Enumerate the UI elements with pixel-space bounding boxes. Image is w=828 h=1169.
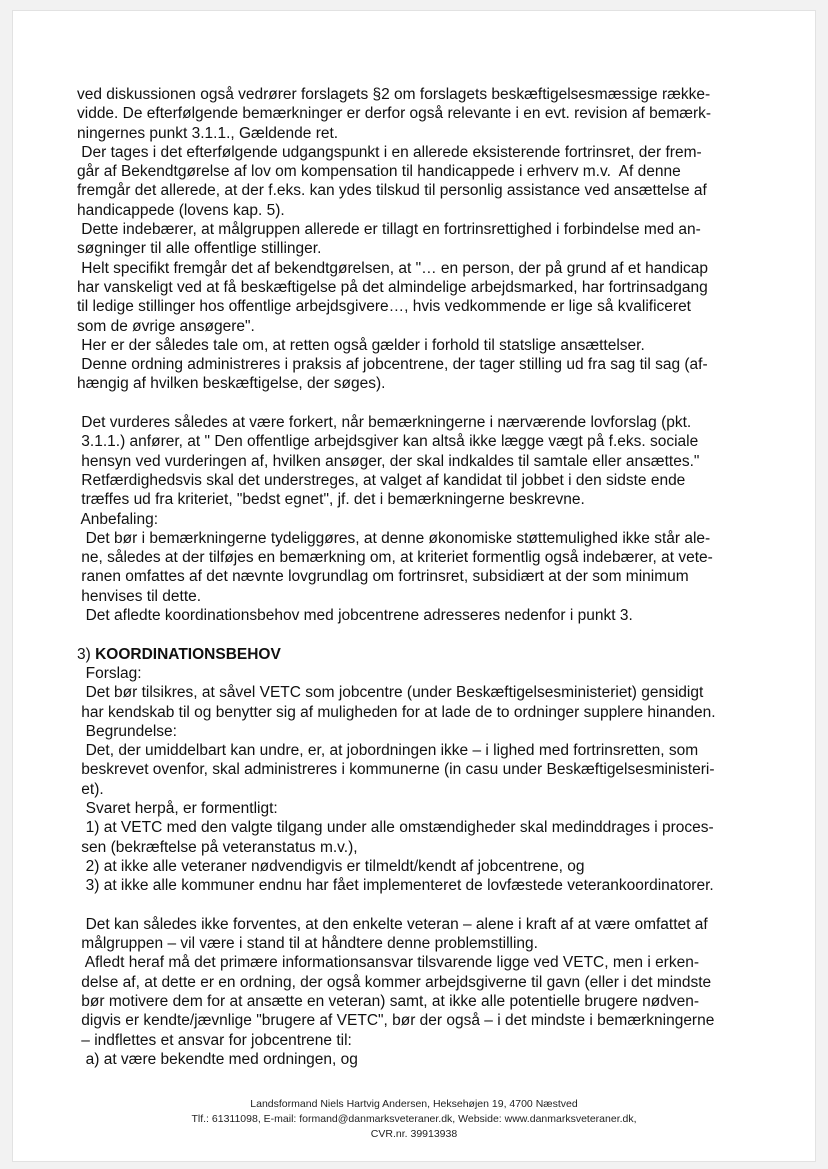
document-page <box>12 10 816 1162</box>
footer-contact: Tlf.: 61311098, E-mail: formand@danmarksveteraner.dk, Webside: www.danmarksveteraner.dk, <box>191 1113 637 1125</box>
text-line: Anbefaling: <box>77 510 159 528</box>
paragraph-2 <box>77 413 767 625</box>
text-line: Det, der umiddelbart kan undre, er, at jobordningen ikke – i lighed med fortrinsretten, som <box>77 742 699 760</box>
text-line: Svaret herpå, er formentligt: <box>77 799 278 817</box>
text-line: beskrevet ovenfor, skal administreres i kommunerne (in casu under Beskæftigelsesministeri- <box>77 761 715 779</box>
text-line: søgninger til alle offentlige stillinger. <box>77 240 322 258</box>
footer-cvr: CVR.nr. 39913938 <box>370 1128 458 1140</box>
text-line: ved diskussionen også vedrører forslagets §2 om forslagets beskæftigelsesmæssige række- <box>77 86 711 103</box>
paragraph-gap <box>77 895 767 914</box>
text-line: Afledt heraf må det primære informationsansvar tilsvarende ligge ved VETC, men i erken- <box>77 954 699 972</box>
section-title: KOORDINATIONSBEHOV <box>95 645 281 663</box>
letterhead-footer <box>13 1097 815 1142</box>
section-number: 3) <box>77 645 96 663</box>
text-line: målgruppen – vil være i stand til at håndtere denne problemstilling. <box>77 935 538 953</box>
text-line: træffes ud fra kriteriet, "bedst egnet", jf. det i bemærkningerne beskrevne. <box>77 491 585 509</box>
text-line: ningernes punkt 3.1.1., Gældende ret. <box>77 124 339 142</box>
section-3-body <box>77 664 767 896</box>
text-line: Helt specifikt fremgår det af bekendtgørelsen, at "… en person, der på grund af et handicap <box>77 259 709 277</box>
text-line: ranen omfattes af det nævnte lovgrundlag om fortrinsret, subsidiært at der som minimum <box>77 568 689 586</box>
text-line: 3.1.1.) anfører, at " Den offentlige arbejdsgiver kan altså ikke lægge vægt på f.eks. sociale <box>77 433 699 451</box>
text-line: Det afledte koordinationsbehov med jobcentrene adresseres nedenfor i punkt 3. <box>77 607 633 625</box>
text-line: Her er der således tale om, at retten også gælder i forhold til statslige ansættelser. <box>77 336 645 354</box>
text-line: Forslag: <box>77 664 142 682</box>
text-line: hængig af hvilken beskæftigelse, der søges). <box>77 375 386 393</box>
text-line: som de øvrige ansøgere". <box>77 317 255 335</box>
text-line: Denne ordning administreres i praksis af jobcentrene, der tager stilling ud fra sag til sag (af- <box>77 356 708 374</box>
text-line: 3) at ikke alle kommuner endnu har fået implementeret de lovfæstede veterankoordinatorer. <box>77 877 714 895</box>
text-line: ne, således at der tilføjes en bemærkning om, at kriteriet formentlig også indebærer, at vete- <box>77 549 713 567</box>
text-line: et). <box>77 780 104 798</box>
paragraph-gap <box>77 394 767 413</box>
text-line: henvises til dette. <box>77 587 202 605</box>
text-line: 1) at VETC med den valgte tilgang under alle omstændigheder skal medinddrages i proces- <box>77 819 714 837</box>
text-line: 2) at ikke alle veteraner nødvendigvis er tilmeldt/kendt af jobcentrene, og <box>77 857 585 875</box>
document-body <box>77 85 767 1069</box>
text-line: sen (bekræftelse på veteranstatus m.v.), <box>77 838 358 856</box>
text-line: har kendskab til og benytter sig af muligheden for at lade de to ordninger supplere hinanden. <box>77 703 716 721</box>
text-line: – indflettes et ansvar for jobcentrene til: <box>77 1031 352 1049</box>
text-line: delse af, at dette er en ordning, der også kommer arbejdsgiverne til gavn (eller i det mindste <box>77 973 712 991</box>
text-line: hensyn ved vurderingen af, hvilken ansøger, der skal indkaldes til samtale eller ansættes." <box>77 452 700 470</box>
text-line: handicappede (lovens kap. 5). <box>77 201 285 219</box>
paragraph-1 <box>77 85 767 394</box>
text-line: Det kan således ikke forventes, at den enkelte veteran – alene i kraft af at være omfattet af <box>77 915 708 933</box>
text-line: a) at være bekendte med ordningen, og <box>77 1050 358 1068</box>
text-line: Dette indebærer, at målgruppen allerede er tillagt en fortrinsrettighed i forbindelse med an- <box>77 221 701 239</box>
text-line: Det vurderes således at være forkert, når bemærkningerne i nærværende lovforslag (pkt. <box>77 414 692 432</box>
text-line: Der tages i det efterfølgende udgangspunkt i en allerede eksisterende fortrinsret, der frem- <box>77 143 702 161</box>
text-line: bør motivere dem for at ansætte en veteran) samt, at ikke alle potentielle brugere nødven- <box>77 992 700 1010</box>
text-line: har vanskeligt ved at få beskæftigelse på det almindelige arbejdsmarked, har fortrinsadgang <box>77 278 708 296</box>
text-line: vidde. De efterfølgende bemærkninger er derfor også relevante i en evt. revision af bemærk- <box>77 105 712 123</box>
section-heading <box>77 645 767 664</box>
paragraph-4 <box>77 915 767 1069</box>
text-line: digvis er kendte/jævnlige "brugere af VETC", bør der også – i det mindste i bemærkningerne <box>77 1012 715 1030</box>
paragraph-gap <box>77 625 767 644</box>
text-line: til ledige stillinger hos offentlige arbejdsgivere…, hvis vedkommende er lige så kvalificeret <box>77 298 691 316</box>
text-line: Begrundelse: <box>77 722 177 740</box>
text-line: går af Bekendtgørelse af lov om kompensation til handicappede i erhverv m.v. Af denne <box>77 163 681 181</box>
text-line: Det bør i bemærkningerne tydeliggøres, at denne økonomiske støttemulighed ikke står ale- <box>77 529 711 547</box>
text-line: fremgår det allerede, at der f.eks. kan ydes tilskud til personlig assistance ved ansættelse af <box>77 182 707 200</box>
text-line: Retfærdighedsvis skal det understreges, at valget af kandidat til jobbet i den sidste ende <box>77 471 686 489</box>
text-line: Det bør tilsikres, at såvel VETC som jobcentre (under Beskæftigelsesministeriet) gensidigt <box>77 684 704 702</box>
footer-address: Landsformand Niels Hartvig Andersen, Heksehøjen 19, 4700 Næstved <box>250 1098 578 1110</box>
